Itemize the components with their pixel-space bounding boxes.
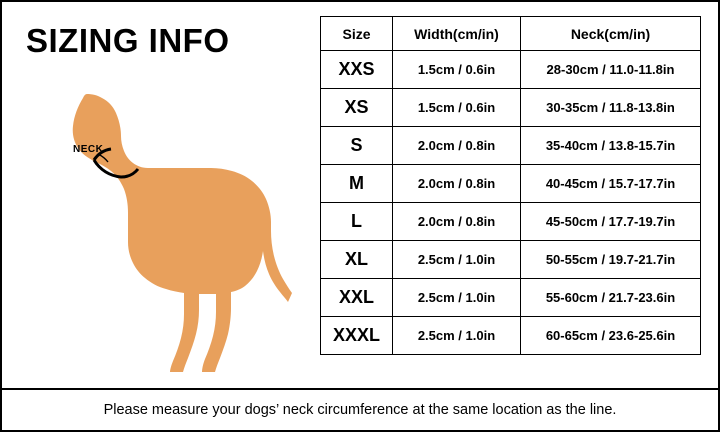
cell-size: XL bbox=[321, 241, 393, 279]
header-width: Width(cm/in) bbox=[393, 17, 521, 51]
cell-neck: 45-50cm / 17.7-19.7in bbox=[521, 203, 701, 241]
cell-size: XXS bbox=[321, 51, 393, 89]
cell-width: 2.0cm / 0.8in bbox=[393, 165, 521, 203]
cell-neck: 55-60cm / 21.7-23.6in bbox=[521, 279, 701, 317]
cell-size: S bbox=[321, 127, 393, 165]
header-size: Size bbox=[321, 17, 393, 51]
cell-width: 2.0cm / 0.8in bbox=[393, 203, 521, 241]
cell-width: 1.5cm / 0.6in bbox=[393, 51, 521, 89]
cell-neck: 60-65cm / 23.6-25.6in bbox=[521, 317, 701, 355]
table-header-row bbox=[321, 17, 701, 51]
table-row bbox=[321, 241, 701, 279]
dog-illustration bbox=[20, 82, 300, 372]
table-row bbox=[321, 279, 701, 317]
dog-silhouette-svg bbox=[20, 82, 300, 372]
cell-neck: 30-35cm / 11.8-13.8in bbox=[521, 89, 701, 127]
size-table-wrapper bbox=[320, 16, 700, 355]
cell-size: XXXL bbox=[321, 317, 393, 355]
cell-neck: 40-45cm / 15.7-17.7in bbox=[521, 165, 701, 203]
footer-note: Please measure your dogs’ neck circumference at the same location as the line. bbox=[103, 402, 617, 418]
size-table bbox=[320, 16, 701, 355]
header-neck: Neck(cm/in) bbox=[521, 17, 701, 51]
table-row bbox=[321, 165, 701, 203]
cell-neck: 28-30cm / 11.0-11.8in bbox=[521, 51, 701, 89]
footer-note-bar bbox=[2, 388, 718, 430]
table-row bbox=[321, 203, 701, 241]
cell-size: L bbox=[321, 203, 393, 241]
cell-size: M bbox=[321, 165, 393, 203]
dog-body-shape bbox=[73, 94, 292, 372]
cell-width: 2.0cm / 0.8in bbox=[393, 127, 521, 165]
page-title: SIZING INFO bbox=[26, 22, 230, 59]
table-row bbox=[321, 89, 701, 127]
left-panel bbox=[2, 2, 314, 390]
cell-neck: 35-40cm / 13.8-15.7in bbox=[521, 127, 701, 165]
table-row bbox=[321, 51, 701, 89]
table-row bbox=[321, 127, 701, 165]
table-row bbox=[321, 317, 701, 355]
neck-label: NECK bbox=[73, 144, 104, 155]
cell-width: 2.5cm / 1.0in bbox=[393, 317, 521, 355]
cell-width: 2.5cm / 1.0in bbox=[393, 279, 521, 317]
cell-size: XXL bbox=[321, 279, 393, 317]
cell-width: 1.5cm / 0.6in bbox=[393, 89, 521, 127]
cell-neck: 50-55cm / 19.7-21.7in bbox=[521, 241, 701, 279]
cell-width: 2.5cm / 1.0in bbox=[393, 241, 521, 279]
cell-size: XS bbox=[321, 89, 393, 127]
